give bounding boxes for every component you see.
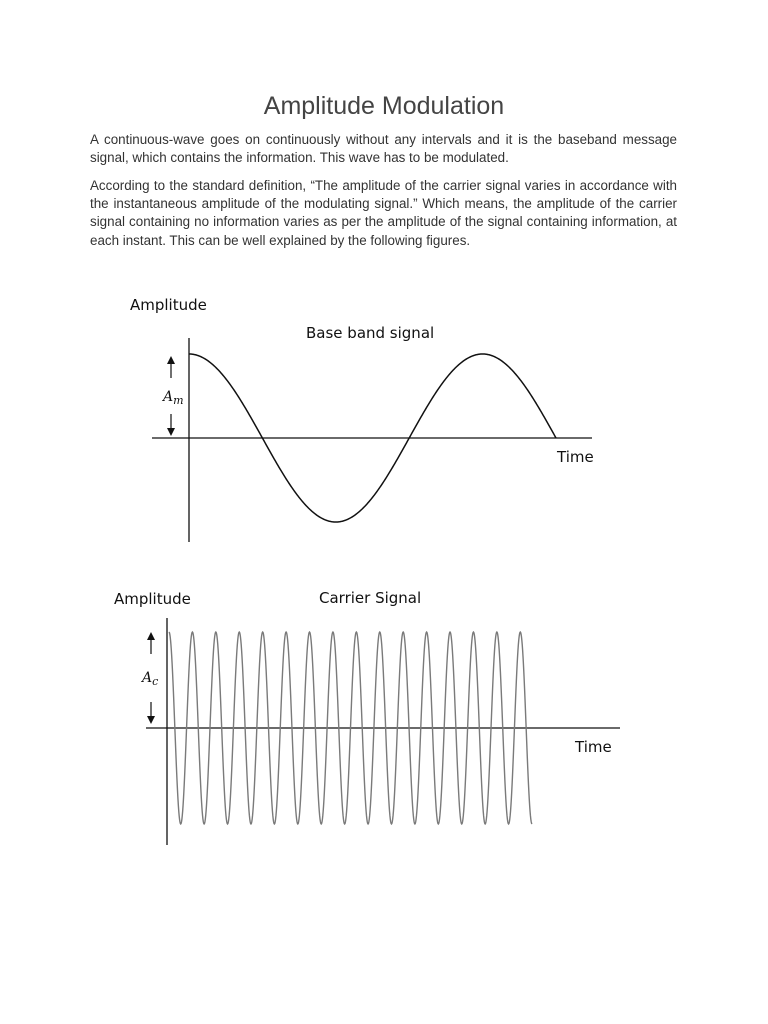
carrier-title: Carrier Signal — [319, 589, 422, 607]
intro-paragraph: A continuous-wave goes on continuously without any intervals and it is the baseband message signal, which contains the information. This wave has to be modulated. — [90, 132, 677, 166]
carrier-amplitude-symbol: $A_c$ — [142, 670, 159, 688]
baseband-y-axis-label: Amplitude — [130, 296, 207, 314]
baseband-title: Base band signal — [306, 324, 435, 342]
definition-paragraph: According to the standard definition, “The amplitude of the carrier signal varies in accordance with the instantaneous amplitude of the modulating signal.” Which means, the amplitude of the carrier signal containing no information varies as per the amplitude of the signal containing information, at each instant. This can be well explained by the following figures. — [90, 178, 677, 248]
carrier-x-axis-label: Time — [575, 738, 612, 756]
baseband-amplitude-symbol: $A_m$ — [163, 389, 184, 407]
carrier-y-axis-label: Amplitude — [114, 590, 191, 608]
page-title: Amplitude Modulation — [263, 92, 505, 120]
carrier-signal-figure — [0, 580, 768, 850]
baseband-signal-figure — [0, 290, 768, 550]
baseband-x-axis-label: Time — [557, 448, 594, 466]
